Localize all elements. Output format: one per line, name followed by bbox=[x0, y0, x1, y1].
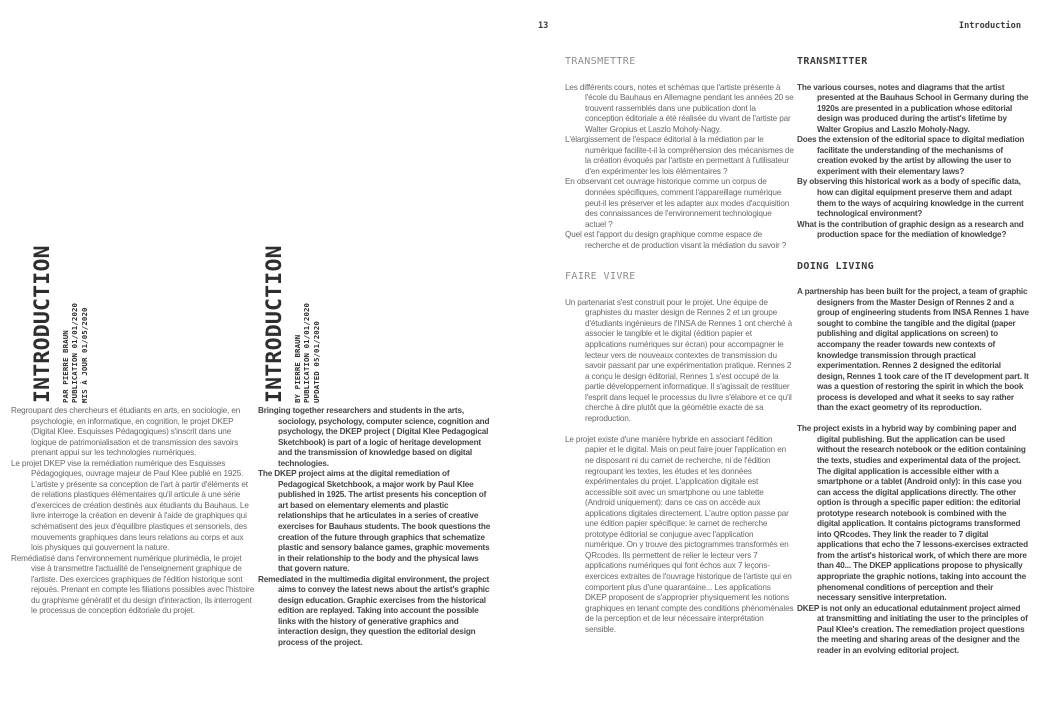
paragraph: Les différents cours, notes et schémas que l'artiste présente à l'école du Bauhaus en Allemagne pendant les années 20 se trouvent rassemblés dans une publication dont la conception éditoriale a été réalisée du vivant de l'artiste par Walter Gropius et Laszlo Moholy-Nagy. bbox=[565, 82, 794, 134]
paragraph: Le projet DKEP vise la remédiation numérique des Esquisses Pédagogiques, ouvrage majeur de Paul Klee publié en 1925. L'artiste y présente sa conception de l'art à partir d'éléments et de relations plastiques élémentaires qu'il articule à une série d'exercices de création destinés aux étudiants du Bauhaus. Le livre interroge la création en devenir à l'aide de graphiques qui schématisent des jeux d'équilibre plastiques et sensoriels, des mouvements graphiques dans leurs relations au corps et aux lois physiques qui gouvernent la nature. bbox=[11, 458, 249, 553]
paragraph: Regroupant des chercheurs et étudiants en arts, en sociologie, en psychologie, en informatique, en cognition, le projet DKEP (Digital Klee. Esquisses Pédagogiques) s'inscrit dans une logique de patrimonialisation et de transmission des savoirs prenant appui sur les technologies numériques. bbox=[11, 406, 241, 458]
section-heading-transmettre: TRANSMETTRE bbox=[565, 56, 636, 67]
paragraph: DKEP is not only an educational edutainment project aimed at transmitting and initiating the user to the principles of Paul Klee's creation. The remediation project questions the meeting and sharing areas of the designer and the reader in an evolving editorial project. bbox=[797, 603, 1028, 655]
updated-date-line: MIS À JOUR 01/05/2020 bbox=[79, 307, 89, 403]
paragraph: By observing this historical work as a body of specific data, how can digital equipment preserve them and adapt them to the ways of acquiring knowledge in the current technological environment? bbox=[797, 177, 1024, 219]
page-number: 13 bbox=[538, 21, 549, 31]
section-heading-doing-living: DOING LIVING bbox=[797, 260, 875, 272]
paragraph: What is the contribution of graphic design as a research and production space for the mediation of knowledge? bbox=[797, 219, 1024, 240]
section-heading-transmitter: TRANSMITTER bbox=[797, 56, 868, 67]
paragraph: Un partenariat s'est construit pour le projet. Une équipe de graphistes du master design de Rennes 2 et un groupe d'étudiants ingénieurs de l'INSA de Rennes 1 ont cherché à associer le tangible et le digital (édition papier et applications numériques sur écran) pour accompagner le lecteur vers de nouveaux contextes de transmission du savoir passant par une expérimentation pratique. Rennes 2 a conçu le design éditorial, Rennes 1 s'est occupé de la partie développement informatique. Il s'agissait de restituer l'esprit dans lequel le processus du livre s'élabore et ce qu'il cherche à dire plutôt que la géométrie exacte de sa reproduction. bbox=[565, 297, 792, 423]
updated-date-line: UPDATED 05/01/2020 bbox=[311, 321, 321, 403]
paragraph: Le projet existe d'une manière hybride en associant l'édition papier et le digital. Mais on peut faire jouer l'application en ne disposant ni du carnet de recherche, ni de l'édition regroupant les textes, les études et les données expérimentales du projet. L'application digitale est accessible soit avec un smartphone ou une tablette (Android uniquement): dans ce cas on accède aux applications digitales directement. L'autre option passe par une édition papier spécifique: le carnet de recherche prototype éditorial se conjugue avec l'application numérique. On y trouve des pictogrammes transformés en QRcodes. Ils permettent de relier le lecteur vers 7 applications numériques qui font échos aux 7 leçons-exercices extraites de l'ouvrage historique de l'artiste qui en comportent plus d'une quarantaine... Les applications DKEP proposent de s'approprier physiquement les notions graphiques en tenant compte des conditions phénoménales de la perception et de leur nécessaire interprétation sensible. bbox=[565, 434, 794, 634]
page-title: INTRODUCTION bbox=[262, 245, 287, 403]
title-meta bbox=[293, 231, 321, 403]
paragraph: The various courses, notes and diagrams that the artist presented at the Bauhaus School in Germany during the 1920s are presented in a publication whose editorial design was produced during the artist's lifetime by Walter Gropius and Laszlo Moholy-Nagy. bbox=[797, 82, 1029, 134]
publication-date-line: PUBLICATION 01/01/2020 bbox=[302, 302, 312, 403]
paragraph: L'élargissement de l'espace éditorial à la médiation par le numérique facilite-t-il la compréhension des mécanismes de la création évoqués par l'artiste en permettant à l'utilisateur d'en expérimenter les lois élémentaires ? bbox=[565, 135, 794, 176]
vertical-title-block-french bbox=[30, 231, 89, 403]
english-column bbox=[797, 57, 1029, 656]
section-heading-faire-vivre: FAIRE VIVRE bbox=[565, 271, 636, 283]
running-header: Introduction bbox=[958, 21, 1021, 31]
paragraph: Does the extension of the editorial space to digital mediation facilitate the understanding of the mechanisms of creation evoked by the artist by allowing the user to experiment with their elementary laws? bbox=[797, 135, 1025, 176]
paragraph: The DKEP project aims at the digital remediation of Pedagogical Sketchbook, a major work by Paul Klee published in 1925. The artist presents his conception of art based on elementary elements and plastic relationships that he articulates in a series of creative exercises for Bauhaus students. The book questions the creation of the future through graphics that schematize plastic and sensory balance games, graphic movements in their relationship to the body and the physical laws that govern nature. bbox=[258, 469, 491, 574]
paragraph: Bringing together researchers and students in the arts, sociology, psychology, computer science, cognition and psychology, the DKEP project ( Digital Klee Pedagogical Sketchbook) is part of a logic of heritage development and the transmission of knowledge based on digital technologies. bbox=[258, 406, 490, 468]
right-page bbox=[520, 0, 1039, 721]
french-column bbox=[565, 57, 794, 635]
paragraph: En observant cet ouvrage historique comme un corpus de données spécifiques, comment l'appareillage numérique peut-il les préserver et les adapter aux modes d'acquisition des connaissances de l'environnement technologique actuel ? bbox=[565, 177, 790, 229]
title-meta bbox=[61, 231, 89, 403]
paragraph: Remediated in the multimedia digital environment, the project aims to convey the latest news about the artist's graphic design education. Graphic exercises from the historical edition are replayed. Taking into account the possible links with the history of generative graphics and interaction design, they question the editorial design process of the project. bbox=[258, 574, 490, 648]
author-line: BY PIERRE BRAUN bbox=[293, 334, 302, 403]
page-title: INTRODUCTION bbox=[30, 245, 55, 403]
french-intro-column bbox=[11, 406, 256, 617]
paragraph: Quel est l'apport du design graphique comme espace de recherche et de production visant la médiation du savoir ? bbox=[565, 230, 787, 250]
english-intro-column bbox=[258, 406, 492, 649]
paragraph: The project exists in a hybrid way by combining paper and digital publishing. But the application can be used without the research notebook or the edition containing the texts, studies and experimental data of the project. The digital application is accessible either with a smartphone or a tablet (Android only): in this case you can access the digital applications directly. The other option is through a specific paper edition: the editorial prototype research notebook is combined with the digital application. It contains pictograms transformed into QRcodes. They link the reader to 7 digital applications that echo the 7 lessons-exercises extracted from the artist's historical work, of which there are more than 40... The DKEP applications propose to physically appropriate the graphic notions, taking into account the phenomenal conditions of perception and their necessary sensitive interpretation. bbox=[797, 424, 1028, 603]
paragraph: A partnership has been built for the project, a team of graphic designers from the Master Design of Rennes 2 and a group of engineering students from INSA Rennes 1 have sought to combine the tangible and the digital (paper publishing and digital applications on screen) to accompany the reader towards new contexts of knowledge transmission through practical experimentation. Rennes 2 designed the editorial design, Rennes 1 took care of the IT development part. It was a question of restoring the spirit in which the book process is developed and what it seeks to say rather than the exact geometry of its reproduction. bbox=[797, 287, 1029, 413]
publication-date-line: PUBLICATION 01/01/2020 bbox=[70, 302, 80, 403]
paragraph: Remédiatisé dans l'environnement numérique plurimédia, le projet vise à transmettre l'actualité de l'enseignement graphique de l'artiste. Des exercices graphiques de l'édition historique sont rejoués. Prenant en compte les filiations possibles avec l'histoire du graphisme génératif et du design d'interaction, ils interrogent le processus de conception éditoriale du projet. bbox=[11, 553, 255, 616]
vertical-title-block-english bbox=[262, 231, 321, 403]
author-line: PAR PIERRE BRAUN bbox=[61, 330, 70, 403]
